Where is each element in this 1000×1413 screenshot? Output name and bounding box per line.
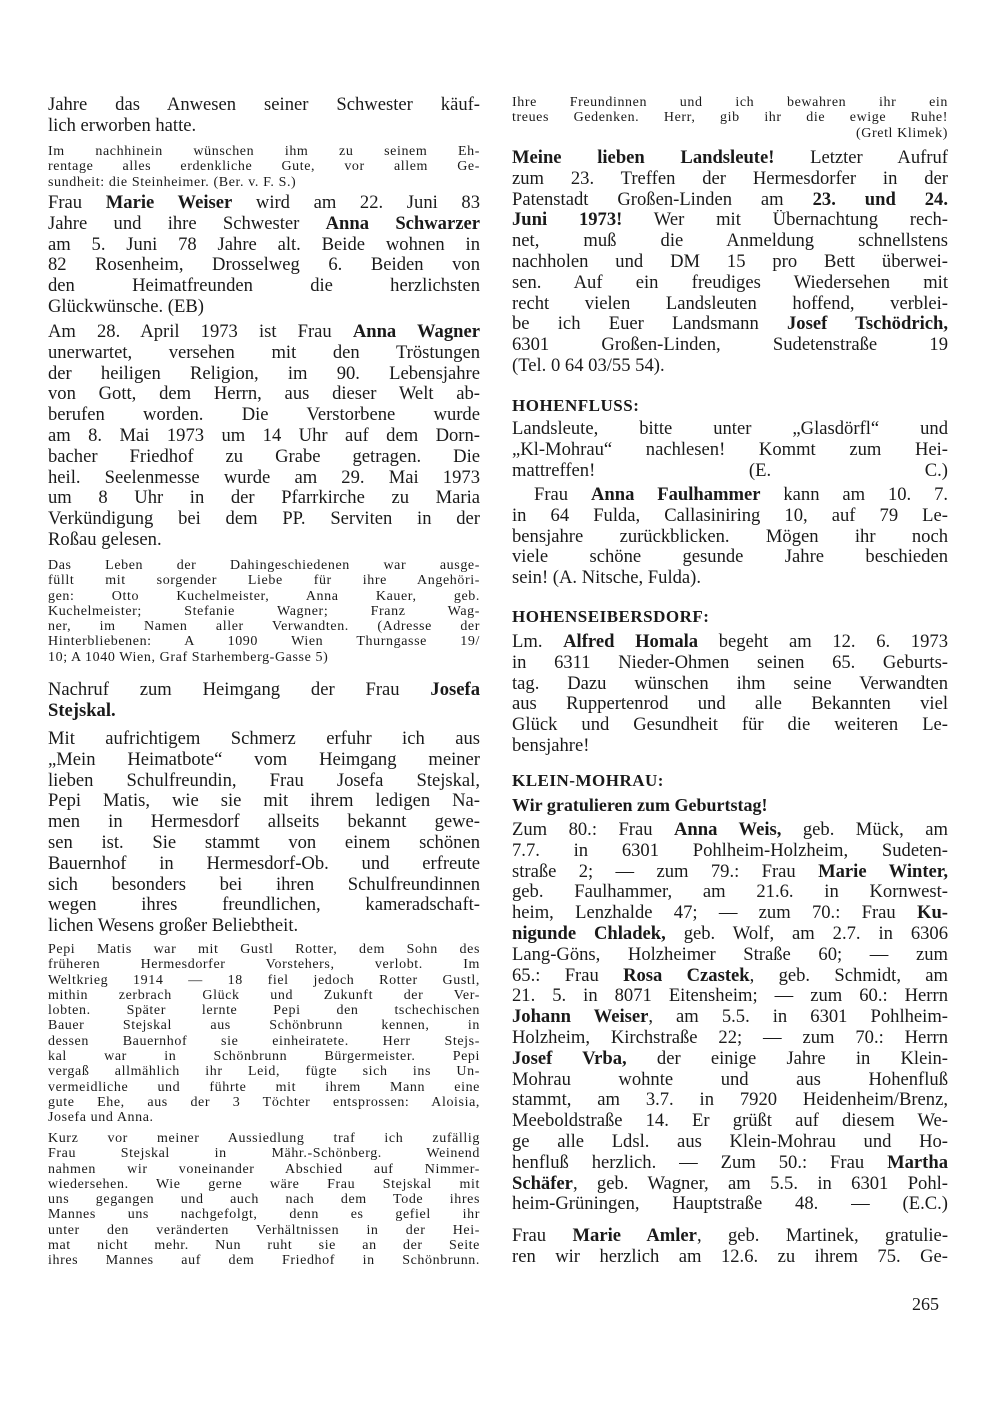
text: sundheit: die Steinheimer. (Ber. v. F. S.) <box>48 174 297 190</box>
text-line <box>48 255 480 276</box>
bold-name: Josef Vrba, <box>512 1048 627 1069</box>
text: geb. Mück, am <box>781 820 948 840</box>
paragraph <box>48 322 480 551</box>
text: in 6311 Nieder-Ohmen seinen 65. Geburts- <box>512 652 948 673</box>
text-line <box>512 506 948 527</box>
paragraph <box>48 680 480 722</box>
text-line <box>48 1049 480 1064</box>
text: KLEIN-MOHRAU: <box>512 771 664 790</box>
subheading <box>512 795 948 816</box>
text: , am 5.5. in 6301 Pohlheim- <box>648 1007 948 1028</box>
text: bensjahre zurückblicken. Mögen ihr noch <box>512 526 948 547</box>
bold-name: Juni 1973! <box>512 210 623 231</box>
text: Roßau gelesen. <box>48 529 162 550</box>
text-line <box>512 440 948 461</box>
text-line <box>48 957 480 972</box>
text-line <box>512 903 948 924</box>
paragraph <box>512 148 948 377</box>
text-line <box>48 1177 480 1192</box>
text: wegen ihres freundlichen, kameradschaft- <box>48 895 480 916</box>
text: kann am 10. 7. <box>760 485 948 505</box>
text-line <box>512 986 948 1007</box>
text-line <box>512 841 948 862</box>
text: mithin zerbrach Glück und Zukunft der Ver- <box>48 987 480 1003</box>
text-line <box>48 488 480 509</box>
text-line <box>48 235 480 256</box>
text-line <box>512 1247 948 1268</box>
text-line <box>48 297 480 318</box>
text-line <box>512 862 948 883</box>
text: treues Gedenken. Herr, gib ihr die ewige Ruhe! <box>512 110 948 126</box>
text: aus Ruppertenrod und alle Bekannten viel <box>512 694 948 715</box>
text-line <box>48 895 480 916</box>
text-line <box>48 771 480 792</box>
text: Pepi Matis war mit Gustl Rotter, dem Sohn des <box>48 942 480 957</box>
paragraph <box>48 193 480 318</box>
text-line <box>48 619 480 634</box>
text: straße 2; — zum 79.: Frau <box>512 861 819 882</box>
text-line <box>48 1110 480 1125</box>
text: 6301 Großen-Linden, Sudetenstraße 19 <box>512 335 948 356</box>
text-line <box>512 461 948 482</box>
text: unter den veränderten Verhältnissen in der Hei- <box>48 1222 480 1238</box>
text-line <box>48 573 480 588</box>
text-line <box>512 674 948 695</box>
text-line <box>48 1162 480 1177</box>
text: Wer mit Übernachtung rech- <box>622 210 948 231</box>
text: geb. Faulhammer, am 21.6. in Kornwest- <box>512 882 948 903</box>
text-line <box>48 1034 480 1049</box>
text: ren wir herzlich am 12.6. zu ihrem 75. Ge- <box>512 1246 948 1267</box>
text-line <box>48 791 480 812</box>
paragraph <box>512 820 948 1215</box>
text-line <box>48 175 480 190</box>
text-line <box>48 650 480 665</box>
text-line <box>512 820 948 841</box>
text: kal war in Schönbrunn Bürgermeister. Pepi <box>48 1049 480 1065</box>
text: Lang-Göns, Holzheimer Straße 60; — zum <box>512 944 948 965</box>
text: am 5. Juni 78 Jahre alt. Beide wohnen in <box>48 234 480 255</box>
text-line <box>512 419 948 440</box>
text-line <box>512 1070 948 1091</box>
text-line <box>512 148 948 169</box>
text-line <box>48 1238 480 1253</box>
text-line <box>48 589 480 604</box>
bold-name: Marie Weiser <box>105 193 233 213</box>
text: Frau <box>534 485 591 505</box>
text-line <box>48 680 480 701</box>
text: heim, Lenzhalde 47; — zum 70.: Frau <box>512 903 917 924</box>
text-line <box>48 729 480 750</box>
text: Glückwünsche. (EB) <box>48 296 204 317</box>
text: den Heimatfreunden die herzlichsten <box>48 276 480 297</box>
text-line <box>512 396 948 416</box>
bold-name: Anna Wagner <box>352 322 480 342</box>
paragraph <box>512 419 948 481</box>
text-line <box>48 405 480 426</box>
text: stammt, am 3.7. in 7920 Heidenheim/Brenz, <box>512 1090 948 1111</box>
text-line <box>512 715 948 736</box>
bold-name: Anna Weis, <box>673 820 782 840</box>
bold-name: Marie Amler <box>572 1226 697 1246</box>
text: , geb. Martinek, gratulie- <box>696 1226 948 1246</box>
text: dessen Bauernhof sie einheiratete. Herr Stejs- <box>48 1033 480 1049</box>
paragraph <box>48 1131 480 1269</box>
text: Lm. <box>512 632 564 652</box>
text: Glück und Gesundheit für die weiteren Le- <box>512 715 948 736</box>
text: Ihre Freundinnen und ich bewahren ihr ein <box>512 95 948 110</box>
text-line <box>512 568 948 589</box>
bold-name: Johann Weiser <box>512 1007 649 1028</box>
text: Weltkrieg 1914 — 18 fiel jedoch Rotter Gustl, <box>48 972 480 988</box>
text-line <box>48 447 480 468</box>
text: Meeboldstraße 14. Er grüßt auf diesem We- <box>512 1111 948 1132</box>
text-line <box>48 1146 480 1161</box>
text: Zum 80.: Frau <box>512 820 674 840</box>
text-line <box>48 1207 480 1222</box>
text-line <box>48 1253 480 1268</box>
text-line <box>512 771 948 791</box>
section-heading <box>512 607 948 627</box>
text-line <box>512 294 948 315</box>
text: unerwartet, versehen mit den Tröstungen <box>48 342 480 363</box>
text: Holzheim, Kirchstraße 22; — zum 70.: Herrn <box>512 1027 948 1048</box>
text: von Gott, dem Herrn, aus dieser Welt ab- <box>48 384 480 405</box>
text-line <box>512 1111 948 1132</box>
text-line <box>48 144 480 159</box>
text-line <box>512 231 948 252</box>
text-line <box>512 1174 948 1195</box>
paragraph <box>48 942 480 1126</box>
text-line <box>512 736 948 757</box>
text-line <box>48 95 480 116</box>
text: HOHENSEIBERSDORF: <box>512 607 710 626</box>
text-line <box>512 1194 948 1215</box>
text: in 64 Fulda, Callasiniring 10, auf 79 Le- <box>512 505 948 526</box>
text-line <box>512 547 948 568</box>
text: sen. Auf ein freudiges Wiedersehen mit <box>512 272 948 293</box>
bold-name: Ku- <box>917 903 948 924</box>
bold-name: nigunde Chladek, <box>512 923 666 944</box>
text: 7.7. in 6301 Pohlheim-Holzheim, Sudeten- <box>512 840 948 861</box>
text-line <box>48 1131 480 1146</box>
bold-name: 23. und 24. <box>812 189 948 210</box>
text-line <box>48 276 480 297</box>
text-line <box>512 190 948 211</box>
text: mat nicht mehr. Nun ruht sie an der Seite <box>48 1238 480 1254</box>
text: (Tel. 0 64 03/55 54). <box>512 355 665 376</box>
text-line <box>48 812 480 833</box>
text: zum 23. Treffen der Hermesdorfer in der <box>512 168 948 189</box>
text: henfluß herzlich. — Zum 50.: Frau <box>512 1152 888 1173</box>
text: lich erworben hatte. <box>48 115 197 136</box>
text-line <box>48 973 480 988</box>
text-line <box>48 116 480 137</box>
text-line <box>512 924 948 945</box>
text: lobten. Später lernte Pepi den tschechischen <box>48 1003 480 1019</box>
text: Das Leben der Dahingeschiedenen war ausge- <box>48 558 480 573</box>
bold-name: Anna Schwarzer <box>325 213 480 234</box>
paragraph <box>512 1226 948 1268</box>
text-line <box>48 530 480 551</box>
bold-name: Josefa <box>430 680 480 700</box>
bold-name: Marie Winter, <box>818 861 948 882</box>
text-line <box>512 273 948 294</box>
text-line <box>48 1064 480 1079</box>
text: net, muß die Anmeldung schnellstens <box>512 231 948 252</box>
text: füllt mit sorgender Liebe für ihre Angehöri- <box>48 573 480 589</box>
text: Im nachhinein wünschen ihm zu seinem Eh- <box>48 144 480 159</box>
text: heim-Grüningen, Hauptstraße 48. — (E.C.) <box>512 1194 948 1215</box>
text-line <box>512 1090 948 1111</box>
text: be ich Euer Landsmann <box>512 314 787 335</box>
text-line <box>512 126 948 141</box>
text: der einige Jahre in Klein- <box>626 1048 948 1069</box>
bold-name: Martha <box>887 1152 948 1173</box>
text-line <box>48 604 480 619</box>
text: gen: Otto Kuchelmeister, Anna Kauer, geb. <box>48 588 480 604</box>
text-line <box>512 314 948 335</box>
text: bacher Friedhof zu Grabe getragen. Die <box>48 446 480 467</box>
text-line <box>512 795 948 816</box>
text-line <box>48 634 480 649</box>
text-line <box>48 322 480 343</box>
paragraph <box>512 95 948 141</box>
text: sein! (A. Nitsche, Fulda). <box>512 568 701 589</box>
text-line <box>48 558 480 573</box>
text: sen ist. Sie stammt von einem schönen <box>48 832 480 853</box>
text: Bauernhof in Hermesdorf-Ob. und erfreute <box>48 853 480 874</box>
text: 10; A 1040 Wien, Graf Starhemberg-Gasse 5) <box>48 649 329 665</box>
text: Nachruf zum Heimgang der Frau <box>48 680 431 700</box>
text-line <box>48 854 480 875</box>
text: Kurz vor meiner Aussiedlung traf ich zufällig <box>48 1131 480 1146</box>
text-line <box>48 193 480 214</box>
text: Verkündigung bei dem PP. Serviten in der <box>48 509 480 530</box>
text: uns gegangen und auch nach dem Tode ihres <box>48 1192 480 1208</box>
bold-name: Anna Faulhammer <box>590 485 761 505</box>
paragraph <box>48 144 480 190</box>
text: Kuchelmeister; Stefanie Wagner; Franz Wag- <box>48 603 480 619</box>
text: Jahre das Anwesen seiner Schwester käuf- <box>48 95 480 115</box>
text: Jahre und ihre Schwester <box>48 213 326 234</box>
text: Wir gratulieren zum Geburtstag! <box>512 795 768 815</box>
text: vermeidliche und führte mit ihrem Mann eine <box>48 1079 480 1095</box>
text-line <box>48 159 480 174</box>
text: Mit aufrichtigem Schmerz erfuhr ich aus <box>48 729 480 749</box>
text: rentage alles erdenkliche Gute, vor allem Ge- <box>48 159 480 175</box>
text-line <box>48 916 480 937</box>
text: bensjahre! <box>512 735 590 756</box>
text: , geb. Wagner, am 5.5. in 6301 Pohl- <box>572 1173 948 1194</box>
text: Mohrau wohnte und aus Hohenfluß <box>512 1069 948 1090</box>
text: tag. Dazu wünschen ihm seine Verwandten <box>512 673 948 694</box>
text: heil. Seelenmesse wurde am 29. Mai 1973 <box>48 467 480 488</box>
text-line <box>512 1007 948 1028</box>
text: Pepi Matis, wie sie mit ihrem ledigen Na- <box>48 791 480 812</box>
text: mattreffen! (E. C.) <box>512 460 948 481</box>
text: nachholen und DM 15 pro Bett überwei- <box>512 251 948 272</box>
text: nahmen wir voneinander Abschied auf Nimmer- <box>48 1161 480 1177</box>
text-line <box>512 1049 948 1070</box>
text: wiedersehen. Wie gerne wäre Frau Stejskal mit <box>48 1176 480 1192</box>
text: lichen Wesens großer Beliebtheit. <box>48 916 299 937</box>
text-line <box>512 966 948 987</box>
text: HOHENFLUSS: <box>512 396 640 415</box>
text: früheren Hermesdorfer Vorstehers, verlobt. Im <box>48 957 480 973</box>
text: begeht am 12. 6. 1973 <box>698 632 948 652</box>
text-line <box>48 833 480 854</box>
text-line <box>512 335 948 356</box>
text: 65.: Frau <box>512 965 624 986</box>
text-line <box>512 527 948 548</box>
text-line <box>48 1095 480 1110</box>
text-line <box>48 1192 480 1207</box>
paragraph <box>512 485 948 589</box>
text: vergaß allmählich ihr Leid, fügte sich ins Un- <box>48 1064 480 1080</box>
text: Frau Stejskal in Mähr.-Schönberg. Weinend <box>48 1146 480 1162</box>
text: viele schöne gesunde Jahre beschieden <box>512 547 948 568</box>
bold-name: Meine lieben Landsleute! <box>512 148 775 168</box>
text-line <box>512 1153 948 1174</box>
text: (Gretl Klimek) <box>856 125 948 141</box>
text-line <box>512 945 948 966</box>
text: Letzter Aufruf <box>774 148 948 168</box>
text-line <box>48 214 480 235</box>
text-line <box>512 1028 948 1049</box>
text: geb. Wolf, am 2.7. in 6306 <box>665 923 948 944</box>
text: ner, im Namen aller Verwandten. (Adresse der <box>48 619 480 635</box>
text-line <box>48 942 480 957</box>
text: Am 28. April 1973 ist Frau <box>48 322 353 342</box>
text: 82 Rosenheim, Drosselweg 6. Beiden von <box>48 255 480 276</box>
text: Landsleute, bitte unter „Glasdörfl“ und <box>512 419 948 439</box>
text: Frau <box>512 1226 573 1246</box>
text-line <box>48 1018 480 1033</box>
text-line <box>512 694 948 715</box>
text-line <box>512 169 948 190</box>
text-line <box>48 1223 480 1238</box>
page-number: 265 <box>912 1294 939 1314</box>
text-line <box>48 364 480 385</box>
bold-name: Josef Tschödrich, <box>787 314 948 335</box>
text-line <box>48 988 480 1003</box>
text-line <box>512 95 948 110</box>
text: lieben Schulfreundin, Frau Josefa Stejskal, <box>48 770 480 791</box>
text-line <box>512 632 948 653</box>
text-line <box>48 384 480 405</box>
section-heading <box>512 771 948 791</box>
text: um 8 Uhr in der Pfarrkirche zu Maria <box>48 488 480 509</box>
text: recht vielen Landsleuten hoffend, verblei- <box>512 293 948 314</box>
text: men in Hermesdorf allseits bekannt gewe- <box>48 812 480 833</box>
text-line <box>512 882 948 903</box>
text: sich besonders bei ihren Schulfreundinnen <box>48 874 480 895</box>
text: ihres Mannes auf dem Friedhof in Schönbrunn. <box>48 1253 480 1269</box>
text: Mannes uns nachgefolgt, denn es gefiel ihr <box>48 1207 480 1223</box>
text-line <box>48 468 480 489</box>
text: , geb. Schmidt, am <box>749 965 948 986</box>
text-line <box>512 252 948 273</box>
bold-name: Schäfer <box>512 1173 573 1194</box>
text: Hinterbliebenen: A 1090 Wien Thurngasse 19/ <box>48 634 480 650</box>
text-line <box>48 750 480 771</box>
text: der heiligen Religion, im 90. Lebensjahre <box>48 363 480 384</box>
text-line <box>512 1226 948 1247</box>
text: wird am 22. Juni 83 <box>232 193 480 213</box>
paragraph <box>48 95 480 137</box>
text: am 8. Mai 1973 um 14 Uhr auf dem Dorn- <box>48 425 480 446</box>
text: „Kl-Mohrau“ nachlesen! Kommt zum Hei- <box>512 439 948 460</box>
text-line <box>512 607 948 627</box>
text-line <box>48 509 480 530</box>
bold-name: Alfred Homala <box>563 632 699 652</box>
text: berufen worden. Die Verstorbene wurde <box>48 405 480 426</box>
text-line <box>48 426 480 447</box>
paragraph <box>512 632 948 757</box>
text-line <box>512 110 948 125</box>
text: gute Ehe, aus der 3 Töchter entsprossen: Aloisia, <box>48 1094 480 1110</box>
text: „Mein Heimatbote“ vom Heimgang meiner <box>48 749 480 770</box>
text-line <box>512 1132 948 1153</box>
text-line <box>512 210 948 231</box>
bold-name: Stejskal. <box>48 700 116 721</box>
text: Bauer Stejskal aus Schönbrunn kennen, in <box>48 1018 480 1034</box>
text-line <box>48 1080 480 1095</box>
text-line <box>48 701 480 722</box>
text-line <box>512 653 948 674</box>
paragraph <box>48 729 480 937</box>
text: ge alle Ldsl. aus Klein-Mohrau und Ho- <box>512 1131 948 1152</box>
bold-name: Rosa Czastek <box>623 965 750 986</box>
section-heading <box>512 396 948 416</box>
text: Frau <box>48 193 106 213</box>
text: 21. 5. in 8071 Eitensheim; — zum 60.: Herrn <box>512 986 948 1007</box>
paragraph <box>48 558 480 665</box>
text: Josefa und Anna. <box>48 1110 154 1126</box>
text-line <box>48 1003 480 1018</box>
text-line <box>512 356 948 377</box>
text-line <box>48 875 480 896</box>
text-line <box>512 485 948 506</box>
text: Patenstadt Großen-Linden am <box>512 189 813 210</box>
text-line <box>48 343 480 364</box>
